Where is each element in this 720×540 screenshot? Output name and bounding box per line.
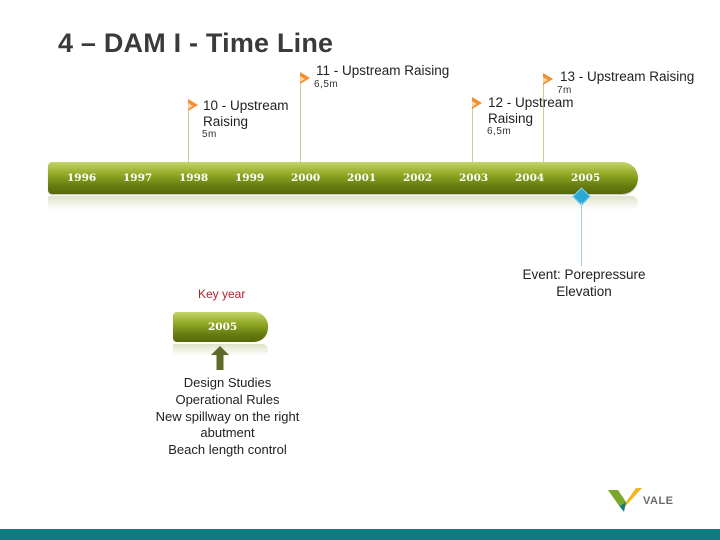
milestone-13-flag-icon [543, 73, 553, 85]
key-year-notes [140, 375, 315, 459]
milestone-11-label-line: 11 - Upstream Raising [316, 63, 450, 78]
key-year-value: 2005 [208, 321, 238, 333]
milestone-12-height: 6,5m [487, 126, 512, 137]
event-label-line-1: Event: Porepressure [522, 267, 646, 282]
footer-strip [0, 529, 720, 540]
vale-logo-text: VALE [643, 495, 674, 507]
year-label: 2000 [291, 172, 321, 184]
year-label: 2001 [347, 172, 377, 184]
event-label-line-2: Elevation [556, 284, 612, 299]
event-stem [581, 202, 582, 266]
milestone-12-label [488, 95, 574, 127]
milestone-10-stem [188, 106, 189, 162]
milestone-11-label [316, 63, 449, 79]
note-line: Beach length control [168, 442, 287, 458]
milestone-12-stem [472, 104, 473, 162]
year-label: 2005 [571, 172, 601, 184]
key-year-label: Key year [198, 287, 246, 301]
milestone-13-label [560, 69, 694, 85]
year-label: 2003 [459, 172, 489, 184]
milestone-11-stem [300, 78, 301, 162]
year-label: 1996 [67, 172, 97, 184]
milestone-10-height: 5m [202, 129, 217, 140]
note-line: New spillway on the right [155, 408, 300, 424]
year-label: 1997 [123, 172, 153, 184]
year-label: 1999 [235, 172, 265, 184]
milestone-10-label-line-1: 10 - Upstream [203, 98, 289, 113]
event-label [508, 266, 660, 300]
milestone-13-height: 7m [557, 85, 572, 96]
milestone-13-label-line: 13 - Upstream Raising [560, 69, 695, 84]
note-line: Design Studies [183, 375, 272, 390]
up-arrow-icon [210, 346, 230, 370]
slide-title: 4 – DAM I - Time Line [58, 28, 334, 58]
timeline-bar-reflection [48, 196, 638, 210]
milestone-12-label-line-1: 12 - Upstream [488, 95, 574, 110]
milestone-12-label-line-2: Raising [488, 111, 534, 126]
note-line: abutment [200, 425, 255, 441]
note-line: Operational Rules [175, 391, 280, 407]
year-label: 1998 [179, 172, 209, 184]
year-label: 2002 [403, 172, 433, 184]
milestone-11-flag-icon [300, 72, 310, 84]
milestone-10-label [203, 98, 289, 130]
year-label: 2004 [515, 172, 545, 184]
milestone-11-height: 6,5m [314, 79, 339, 90]
milestone-10-flag-icon [188, 99, 198, 111]
milestone-12-flag-icon [472, 97, 482, 109]
milestone-10-label-line-2: Raising [203, 114, 249, 129]
